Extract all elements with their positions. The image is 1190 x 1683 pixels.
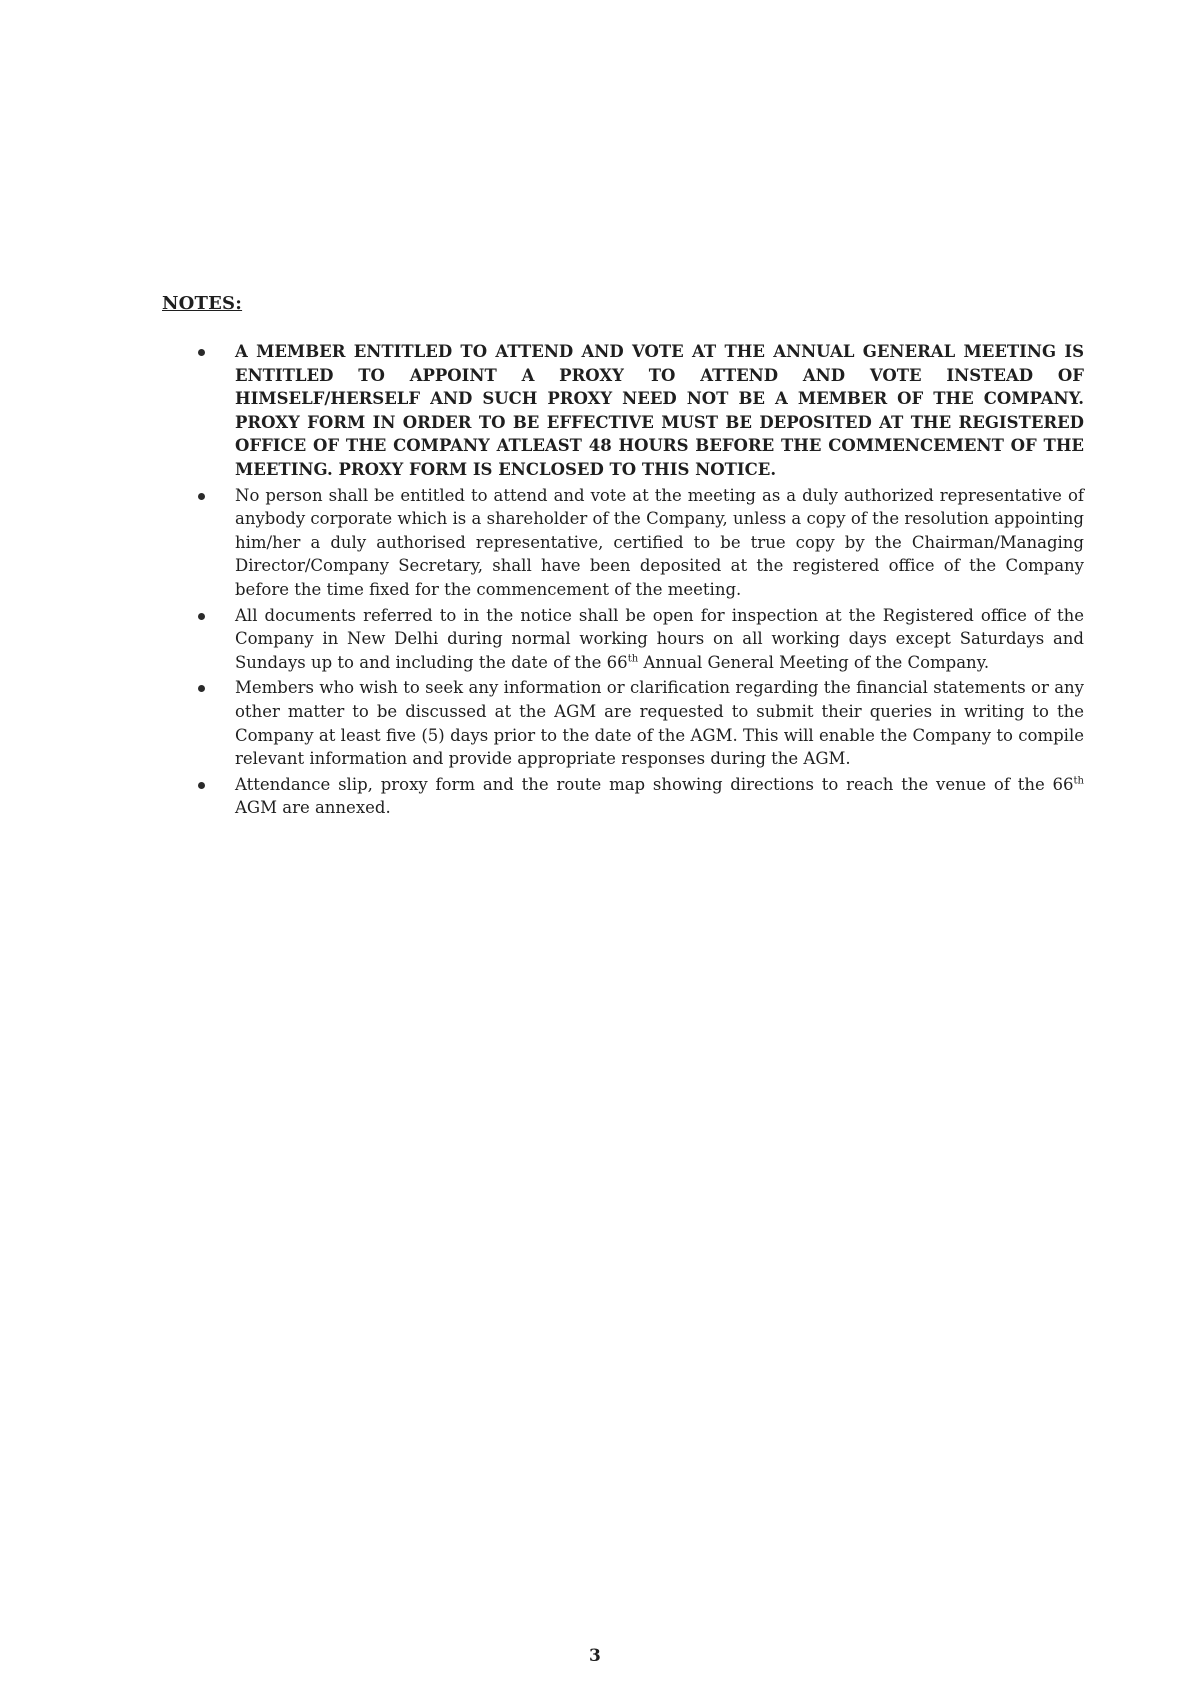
notes-list bbox=[198, 340, 1084, 822]
ordinal-suffix: th bbox=[1073, 775, 1084, 787]
note-text bbox=[235, 775, 1084, 818]
bullet-icon bbox=[198, 782, 205, 789]
bullet-icon bbox=[198, 613, 205, 620]
note-item-authorized-representative bbox=[198, 484, 1084, 602]
note-item-queries bbox=[198, 676, 1084, 770]
bullet-icon bbox=[198, 685, 205, 692]
page-number: 3 bbox=[589, 1646, 601, 1666]
ordinal-suffix: th bbox=[627, 653, 639, 665]
note-text-start: Attendance slip, proxy form and the route map showing directions to reach the venue of the 66 bbox=[235, 774, 1074, 794]
note-text-start: All documents referred to in the notice shall be open for inspection at the Registered office of the Company in New Delhi during normal working hours on all working days except Saturdays and Sundays up to and including the date of the 66 bbox=[235, 605, 1084, 672]
note-item-proxy bbox=[198, 340, 1084, 482]
note-text: Members who wish to seek any information or clarification regarding the financial statements or any other matter to be discussed at the AGM are requested to submit their queries in writing to the Company at least five (5) days prior to the date of the AGM. This will enable the Company to compile relevant information and provide appropriate responses during the AGM. bbox=[235, 678, 1084, 769]
note-item-annexures bbox=[198, 773, 1084, 820]
bullet-icon bbox=[198, 493, 205, 500]
notes-heading: NOTES: bbox=[162, 293, 243, 314]
note-text-end: AGM are annexed. bbox=[235, 798, 391, 818]
bullet-icon bbox=[198, 349, 205, 356]
note-text bbox=[235, 606, 1084, 672]
note-item-inspection bbox=[198, 604, 1084, 675]
note-text: A MEMBER ENTITLED TO ATTEND AND VOTE AT THE ANNUAL GENERAL MEETING IS ENTITLED TO APPOINT A PROXY TO ATTEND AND VOTE INSTEAD OF HIMSELF/HERSELF AND SUCH PROXY NEED NOT BE A MEMBER OF THE COMPANY. PROXY FORM IN ORDER TO BE EFFECTIVE MUST BE DEPOSITED AT THE REGISTERED OFFICE OF THE COMPANY ATLEAST 48 HOURS BEFORE THE COMMENCEMENT OF THE MEETING. PROXY FORM IS ENCLOSED TO THIS NOTICE. bbox=[235, 342, 1084, 479]
note-text: No person shall be entitled to attend and vote at the meeting as a duly authorized representative of anybody corporate which is a shareholder of the Company, unless a copy of the resolution appointing him/her a duly authorised representative, certified to be true copy by the Chairman/Managing Director/Company Secretary, shall have been deposited at the registered office of the Company before the time fixed for the commencement of the meeting. bbox=[235, 485, 1084, 599]
note-text-end: Annual General Meeting of the Company. bbox=[638, 652, 990, 672]
